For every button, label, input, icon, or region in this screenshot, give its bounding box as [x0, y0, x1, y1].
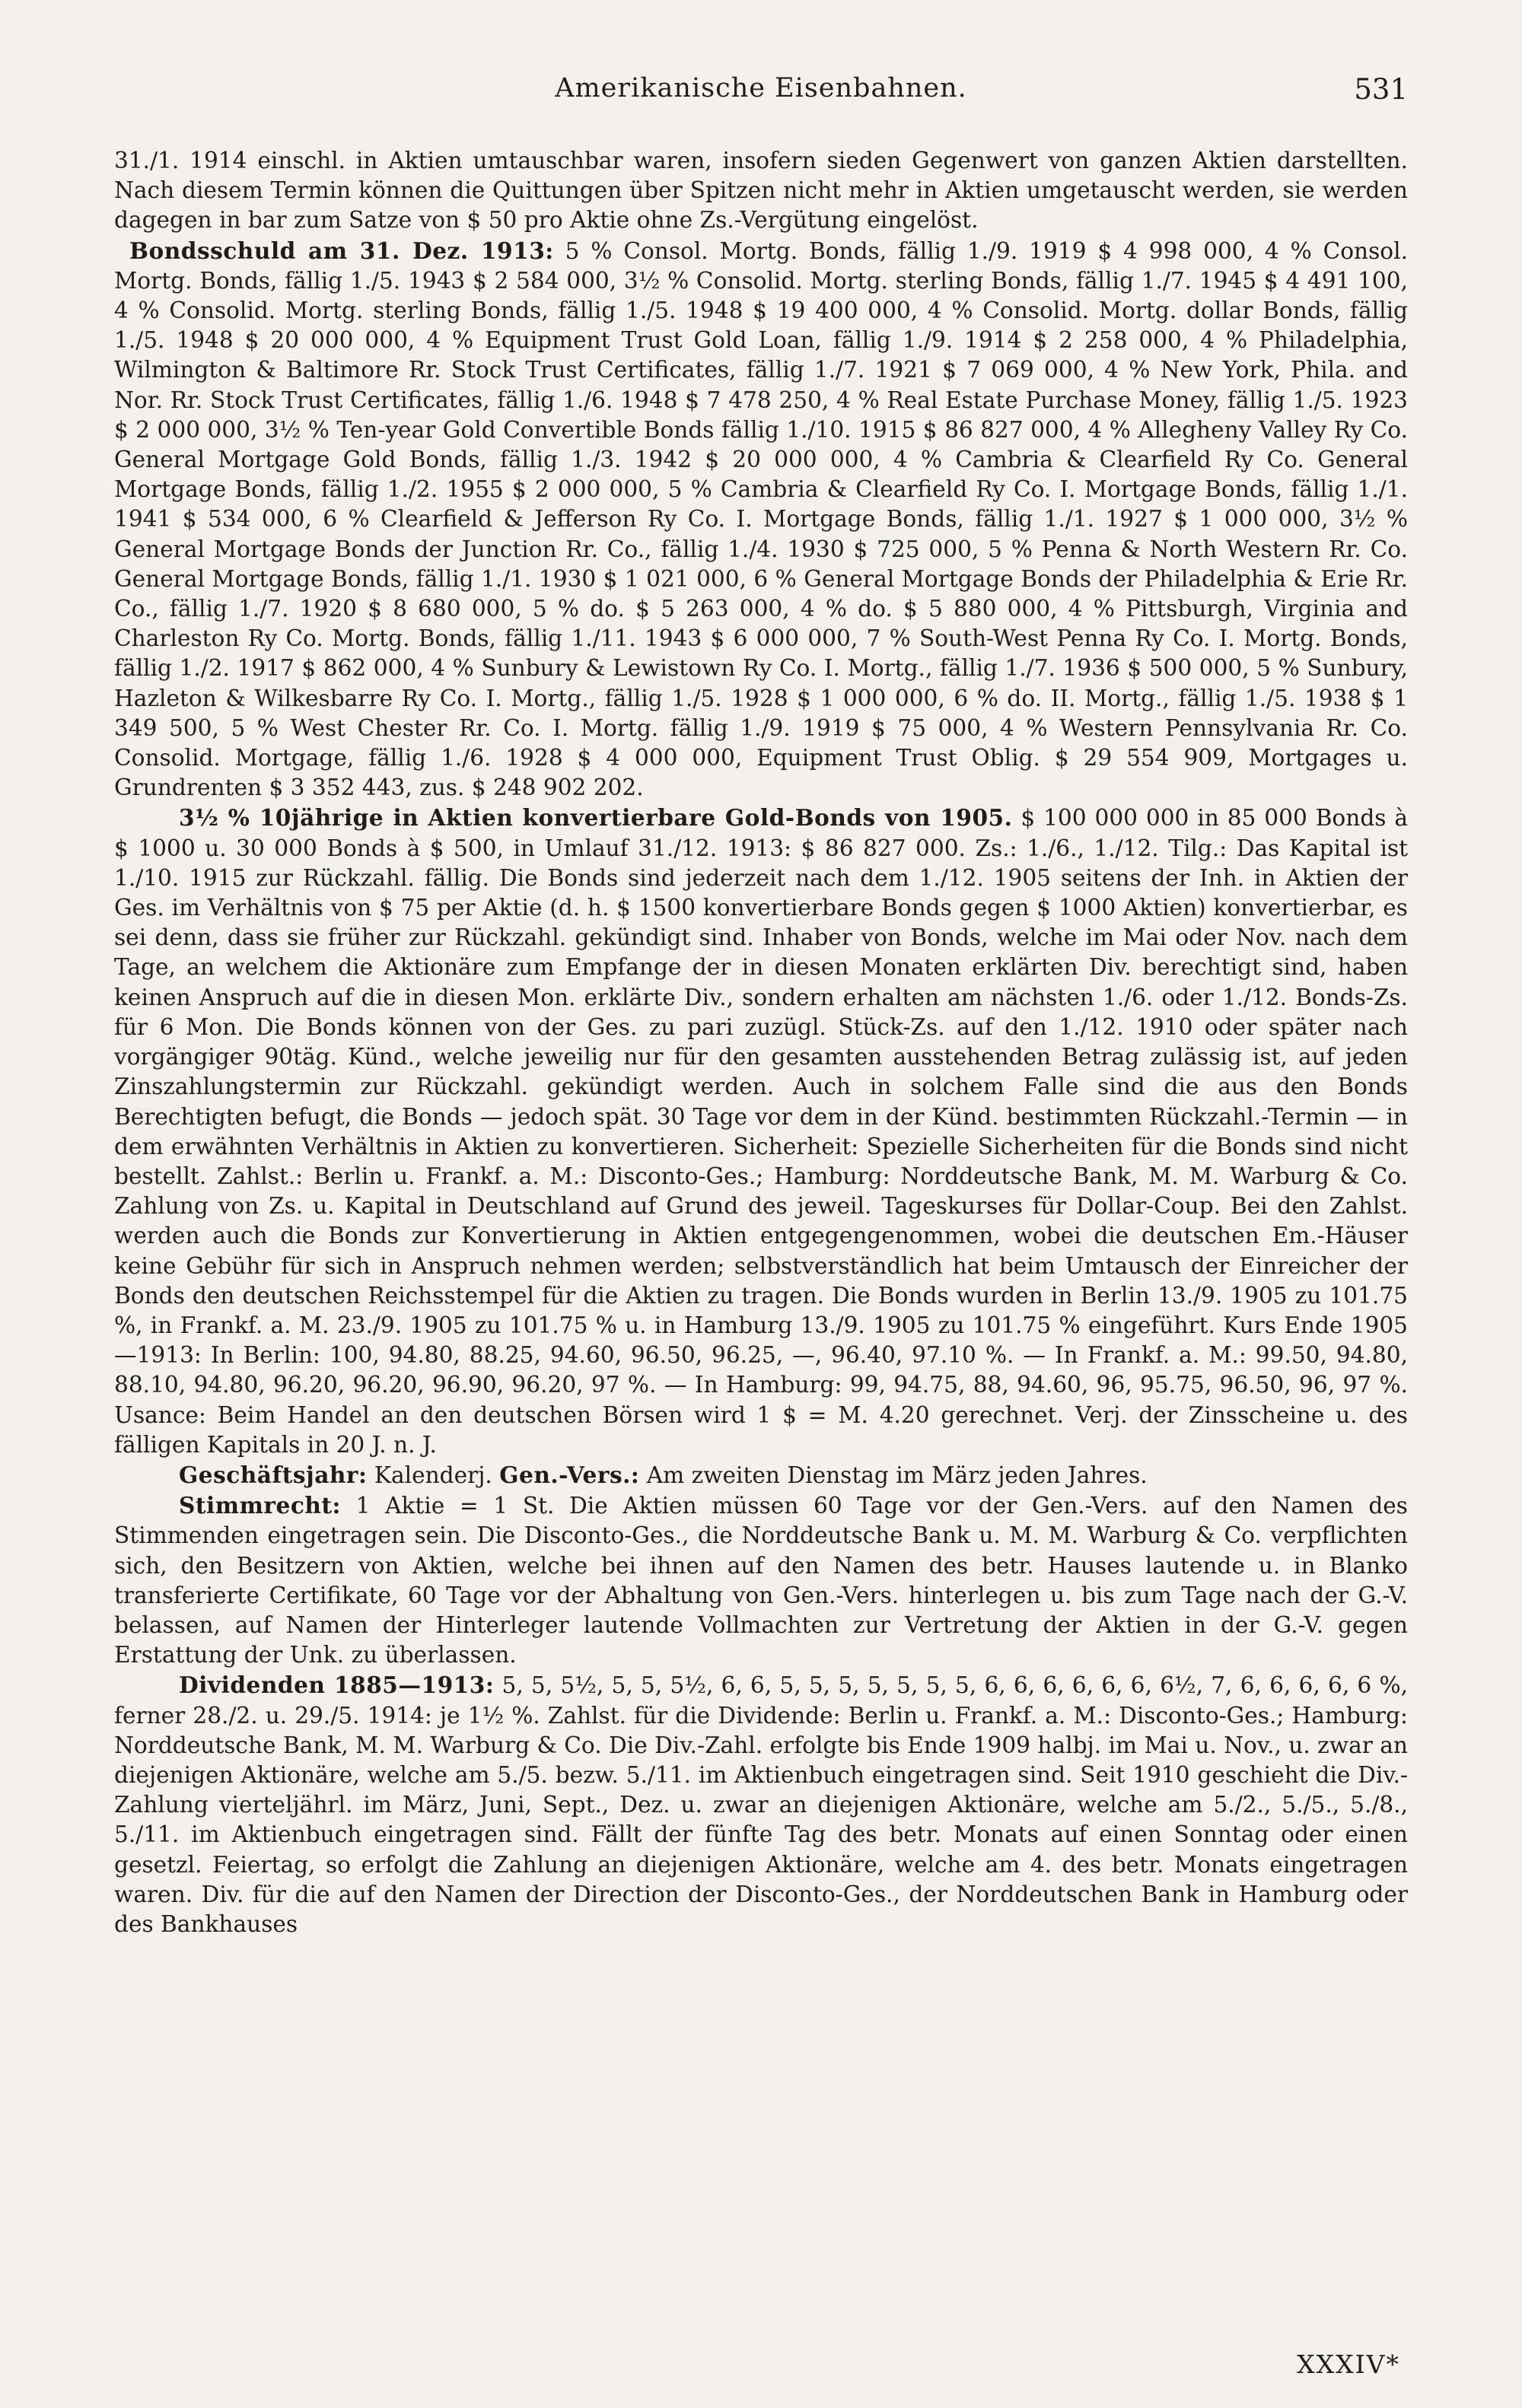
section-heading: Dividenden 1885—1913:	[179, 1672, 495, 1699]
running-title: Amerikanische Eisenbahnen.	[555, 73, 967, 103]
section-heading: Geschäftsjahr:	[179, 1461, 368, 1488]
page-header	[114, 73, 1408, 119]
section-heading: Bondsschuld am 31. Dez. 1913:	[129, 237, 554, 264]
section-heading: Gen.-Vers.:	[499, 1461, 640, 1488]
paragraph-bondsschuld: Bondsschuld am 31. Dez. 1913: 5 % Consol. Mortg. Bonds, fällig 1./9. 1919 $ 4 998 000, 4 % Consol. Mortg. Bonds, fällig 1./5. 1943 $ 2 584 000, 3½ % Consolid. Mortg. sterling Bonds, fällig 1./7. 1945 $ 4 491 100, 4 % Consolid. Mortg. sterling Bonds, fällig 1./5. 1948 $ 19 400 000, 4 % Consolid. Mortg. dollar Bonds, fällig 1./5. 1948 $ 20 000 000, 4 % Equipment Trust Gold Loan, fällig 1./9. 1914 $ 2 258 000, 4 % Philadelphia, Wilmington & Baltimore Rr. Stock Trust Certificates, fällig 1./7. 1921 $ 7 069 000, 4 % New York, Phila. and Nor. Rr. Stock Trust Certificates, fällig 1./6. 1948 $ 7 478 250, 4 % Real Estate Purchase Money, fällig 1./5. 1923 $ 2 000 000, 3½ % Ten-year Gold Convertible Bonds fällig 1./10. 1915 $ 86 827 000, 4 % Allegheny Valley Ry Co. General Mortgage Gold Bonds, fällig 1./3. 1942 $ 20 000 000, 4 % Cambria & Clearfield Ry Co. General Mortgage Bonds, fällig 1./2. 1955 $ 2 000 000, 5 % Cambria & Clearfield Ry Co. I. Mortgage Bonds, fällig 1./1. 1941 $ 534 000, 6 % Clearfield & Jefferson Ry Co. I. Mortgage Bonds, fällig 1./1. 1927 $ 1 000 000, 3½ % General Mortgage Bonds der Junction Rr. Co., fällig 1./4. 1930 $ 725 000, 5 % Penna & North Western Rr. Co. General Mortgage Bonds, fällig 1./1. 1930 $ 1 021 000, 6 % General Mortgage Bonds der Philadelphia & Erie Rr. Co., fällig 1./7. 1920 $ 8 680 000, 5 % do. $ 5 263 000, 4 % do. $ 5 880 000, 4 % Pittsburgh, Virginia and Charleston Ry Co. Mortg. Bonds, fällig 1./11. 1943 $ 6 000 000, 7 % South-West Penna Ry Co. I. Mortg. Bonds, fällig 1./2. 1917 $ 862 000, 4 % Sunbury & Lewistown Ry Co. I. Mortg., fällig 1./7. 1936 $ 500 000, 5 % Sunbury, Hazleton & Wilkesbarre Ry Co. I. Mortg., fällig 1./5. 1928 $ 1 000 000, 6 % do. II. Mortg., fällig 1./5. 1938 $ 1 349 500, 5 % West Chester Rr. Co. I. Mortg. fällig 1./9. 1919 $ 75 000, 4 % Western Pennsylvania Rr. Co. Consolid. Mortgage, fällig 1./6. 1928 $ 4 000 000, Equipment Trust Oblig. $ 29 554 909, Mortgages u. Grundrenten $ 3 352 443, zus. $ 248 902 202.	[114, 237, 1408, 801]
signature-mark: XXXIV*	[1297, 2349, 1400, 2379]
section-heading: Stimmrecht:	[179, 1492, 341, 1519]
paragraph-gold-bonds: 3½ % 10jährige in Aktien konvertierbare Gold-Bonds von 1905. $ 100 000 000 in 85 000 Bonds à $ 1000 u. 30 000 Bonds à $ 500, in Umlauf 31./12. 1913: $ 86 827 000. Zs.: 1./6., 1./12. Tilg.: Das Kapital ist 1./10. 1915 zur Rückzahl. fällig. Die Bonds sind jederzeit nach dem 1./12. 1905 seitens der Inh. in Aktien der Ges. im Verhältnis von $ 75 per Aktie (d. h. $ 1500 konvertierbare Bonds gegen $ 1000 Aktien) konvertierbar, es sei denn, dass sie früher zur Rückzahl. gekündigt sind. Inhaber von Bonds, welche im Mai oder Nov. nach dem Tage, an welchem die Aktionäre zum Empfange der in diesen Monaten erklärten Div. berechtigt sind, haben keinen Anspruch auf die in diesen Mon. erklärte Div., sondern erhalten am nächsten 1./6. oder 1./12. Bonds-Zs. für 6 Mon. Die Bonds können von der Ges. zu pari zuzügl. Stück-Zs. auf den 1./12. 1910 oder später nach vorgängiger 90täg. Künd., welche jeweilig nur für den gesamten ausstehenden Betrag zulässig ist, auf jeden Zinszahlungstermin zur Rückzahl. gekündigt werden. Auch in solchem Falle sind die aus den Bonds Berechtigten befugt, die Bonds — jedoch spät. 30 Tage vor dem in der Künd. bestimmten Rückzahl.-Termin — in dem erwähnten Verhältnis in Aktien zu konvertieren. Sicherheit: Spezielle Sicherheiten für die Bonds sind nicht bestellt. Zahlst.: Berlin u. Frankf. a. M.: Disconto-Ges.; Hamburg: Norddeutsche Bank, M. M. Warburg & Co. Zahlung von Zs. u. Kapital in Deutschland auf Grund des jeweil. Tageskurses für Dollar-Coup. Bei den Zahlst. werden auch die Bonds zur Konvertierung in Aktien entgegengenommen, wobei die deutschen Em.-Häuser keine Gebühr für sich in Anspruch nehmen werden; selbstverständlich hat beim Umtausch der Einreicher der Bonds den deutschen Reichsstempel für die Aktien zu tragen. Die Bonds wurden in Berlin 13./9. 1905 zu 101.75 %, in Frankf. a. M. 23./9. 1905 zu 101.75 % u. in Hamburg 13./9. 1905 zu 101.75 % eingeführt. Kurs Ende 1905—1913: In Berlin: 100, 94.80, 88.25, 94.60, 96.50, 96.25, —, 96.40, 97.10 %. — In Frankf. a. M.: 99.50, 94.80, 88.10, 94.80, 96.20, 96.20, 96.90, 96.20, 97 %. — In Hamburg: 99, 94.75, 88, 94.60, 96, 95.75, 96.50, 96, 97 %. Usance: Beim Handel an den deutschen Börsen wird 1 $ = M. 4.20 gerechnet. Verj. der Zinsscheine u. des fälligen Kapitals in 20 J. n. J.	[114, 804, 1408, 1458]
paragraph-intro: 31./1. 1914 einschl. in Aktien umtauschbar waren, insofern sieden Gegenwert von ganzen Aktien darstellten. Nach diesem Termin können die Quittungen über Spitzen nicht mehr in Aktien umgetauscht werden, sie werden dagegen in bar zum Satze von $ 50 pro Aktie ohne Zs.-Vergütung eingelöst.	[114, 148, 1408, 234]
paragraph-stimmrecht: Stimmrecht: 1 Aktie = 1 St. Die Aktien müssen 60 Tage vor der Gen.-Vers. auf den Namen des Stimmenden eingetragen sein. Die Disconto-Ges., die Norddeutsche Bank u. M. M. Warburg & Co. verpflichten sich, den Besitzern von Aktien, welche bei ihnen auf den Namen des betr. Hauses lautende u. in Blanko transferierte Certifikate, 60 Tage vor der Abhaltung von Gen.-Vers. hinterlegen u. bis zum Tage nach der G.-V. belassen, auf Namen der Hinterleger lautende Vollmachten zur Vertretung der Aktien in der G.-V. gegen Erstattung der Unk. zu überlassen.	[114, 1492, 1408, 1668]
paragraph-geschaeftsjahr: Geschäftsjahr: Kalenderj. Gen.-Vers.: Am zweiten Dienstag im März jeden Jahres.	[179, 1461, 1148, 1488]
page-number: 531	[1354, 73, 1408, 106]
section-heading: 3½ % 10jährige in Aktien konvertierbare Gold-Bonds von 1905.	[179, 804, 1013, 832]
paragraph-dividenden: Dividenden 1885—1913: 5, 5, 5½, 5, 5, 5½, 6, 6, 5, 5, 5, 5, 5, 5, 5, 6, 6, 6, 6, 6, 6, 6½, 7, 6, 6, 6, 6, 6 %, ferner 28./2. u. 29./5. 1914: je 1½ %. Zahlst. für die Dividende: Berlin u. Frankf. a. M.: Disconto-Ges.; Hamburg: Norddeutsche Bank, M. M. Warburg & Co. Die Div.-Zahl. erfolgte bis Ende 1909 halbj. im Mai u. Nov., u. zwar an diejenigen Aktionäre, welche am 5./5. bezw. 5./11. im Aktienbuch eingetragen sind. Seit 1910 geschieht die Div.-Zahlung vierteljährl. im März, Juni, Sept., Dez. u. zwar an diejenigen Aktionäre, welche am 5./2., 5./5., 5./8., 5./11. im Aktienbuch eingetragen sind. Fällt der fünfte Tag des betr. Monats auf einen Sonntag oder einen gesetzl. Feiertag, so erfolgt die Zahlung an diejenigen Aktionäre, welche am 4. des betr. Monats eingetragen waren. Div. für die auf den Namen der Direction der Disconto-Ges., der Norddeutschen Bank in Hamburg oder des Bankhauses	[114, 1672, 1408, 1937]
body-text	[114, 146, 1408, 1939]
